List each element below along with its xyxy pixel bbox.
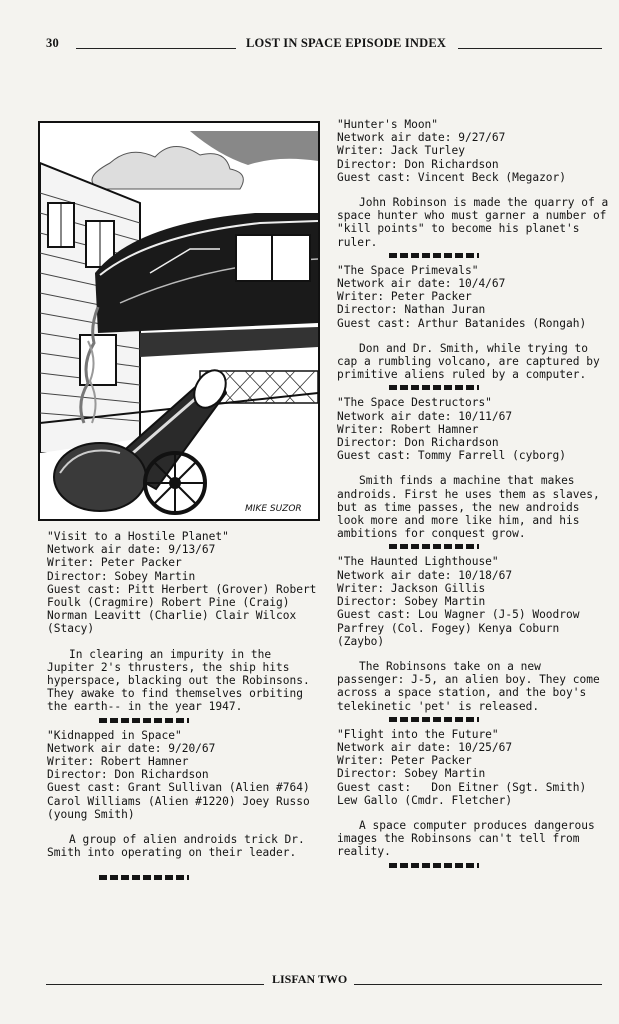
episode-entry (337, 118, 615, 258)
footer-title: LISFAN TWO (272, 972, 348, 986)
column-right (337, 118, 615, 874)
episode-synopsis: John Robinson is made the quarry of a space hunter who must garner a number of "kill points" to become his planet's ruler. (337, 196, 615, 249)
episode-synopsis: Smith finds a machine that makes androids. First he uses them as slaves, but as time passes, the new androids look more and more like him, and his ambitions for conquest grow. (337, 474, 607, 541)
episode-air-date: Network air date: 10/11/67 (337, 409, 513, 423)
episode-guest-cast: Guest cast: Don Eitner (Sgt. Smith) Lew Gallo (Cmdr. Fletcher) (337, 780, 593, 807)
episode-director: Director: Sobey Martin (337, 767, 486, 781)
footer-rule-right (354, 984, 602, 985)
episode-air-date: Network air date: 9/20/67 (47, 741, 216, 755)
illustration (38, 121, 320, 521)
episode-director: Director: Nathan Juran (337, 303, 486, 317)
episode-synopsis: In clearing an impurity in the Jupiter 2's thrusters, the ship hits hyperspace, blacking out the Robinsons. They awake to find themselves orbiting the earth-- in the year 1947. (47, 647, 317, 714)
episode-divider (389, 253, 479, 258)
episode-divider (99, 718, 189, 723)
episode-entry (337, 555, 609, 721)
episode-director: Director: Sobey Martin (47, 569, 196, 583)
illustration-art (40, 123, 318, 519)
episode-divider (389, 385, 479, 390)
episode-guest-cast: Guest cast: Arthur Batanides (Rongah) (337, 316, 587, 330)
episode-divider (389, 717, 479, 722)
episode-writer: Writer: Jack Turley (337, 144, 465, 158)
episode-entry (47, 530, 322, 723)
header-rule-left (76, 48, 236, 49)
episode-title: "Visit to a Hostile Planet" (47, 530, 229, 543)
episode-title: "The Space Destructors" (337, 396, 492, 410)
page-number: 30 (46, 36, 59, 50)
episode-divider (389, 863, 479, 868)
episode-air-date: Network air date: 10/18/67 (337, 568, 513, 582)
artist-signature: MIKE SUZOR (245, 504, 302, 514)
page-footer (46, 972, 602, 990)
episode-guest-cast: Guest cast: Grant Sullivan (Alien #764) Carol Williams (Alien #1220) Joey Russo (young Smith) (47, 781, 317, 821)
episode-synopsis: A group of alien androids trick Dr. Smith into operating on their leader. (47, 833, 312, 860)
episode-air-date: Network air date: 9/13/67 (47, 543, 216, 557)
episode-divider (99, 875, 189, 880)
episode-writer: Writer: Peter Packer (337, 754, 472, 768)
episode-guest-cast: Guest cast: Vincent Beck (Megazor) (337, 170, 567, 184)
episode-synopsis: A space computer produces dangerous images the Robinsons can't tell from reality. (337, 818, 602, 859)
episode-title: "The Space Primevals" (337, 263, 479, 277)
episode-guest-cast: Guest cast: Tommy Farrell (cyborg) (337, 449, 567, 463)
episode-title: "Flight into the Future" (337, 727, 499, 741)
episode-synopsis: The Robinsons take on a new passenger: J-5, an alien boy. They come across a space station, and the boy's telekinetic 'pet' is released. (337, 659, 607, 713)
header-title: LOST IN SPACE EPISODE INDEX (246, 36, 447, 50)
episode-director: Director: Sobey Martin (337, 595, 486, 609)
episode-entry (337, 396, 609, 549)
episode-guest-cast: Guest cast: Lou Wagner (J-5) Woodrow Parfrey (Col. Fogey) Kenya Coburn (Zaybo) (337, 608, 587, 648)
header-rule-right (458, 48, 602, 49)
episode-air-date: Network air date: 10/25/67 (337, 740, 513, 754)
episode-director: Director: Don Richardson (337, 157, 499, 171)
episode-director: Director: Don Richardson (47, 768, 209, 782)
page-header (46, 36, 602, 54)
episode-writer: Writer: Peter Packer (337, 290, 472, 304)
episode-title: "Hunter's Moon" (337, 118, 439, 131)
episode-entry (47, 729, 322, 881)
episode-guest-cast: Guest cast: Pitt Herbert (Grover) Robert Foulk (Cragmire) Robert Pine (Craig) Norman Leavitt (Charlie) Clair Wilcox (Stacy) (47, 582, 324, 636)
episode-writer: Writer: Robert Hamner (47, 755, 189, 769)
footer-rule-left (46, 984, 264, 985)
episode-entry (337, 264, 609, 391)
episode-writer: Writer: Jackson Gillis (337, 581, 486, 595)
episode-director: Director: Don Richardson (337, 436, 499, 450)
episode-air-date: Network air date: 10/4/67 (337, 277, 506, 291)
episode-title: "Kidnapped in Space" (47, 728, 182, 742)
episode-title: "The Haunted Lighthouse" (337, 555, 499, 569)
column-left (47, 530, 322, 886)
episode-entry (337, 728, 609, 868)
episode-writer: Writer: Robert Hamner (337, 422, 479, 436)
episode-divider (389, 544, 479, 549)
episode-air-date: Network air date: 9/27/67 (337, 131, 506, 145)
episode-synopsis: Don and Dr. Smith, while trying to cap a rumbling volcano, are captured by primitive aliens ruled by a computer. (337, 341, 607, 382)
episode-writer: Writer: Peter Packer (47, 556, 182, 570)
